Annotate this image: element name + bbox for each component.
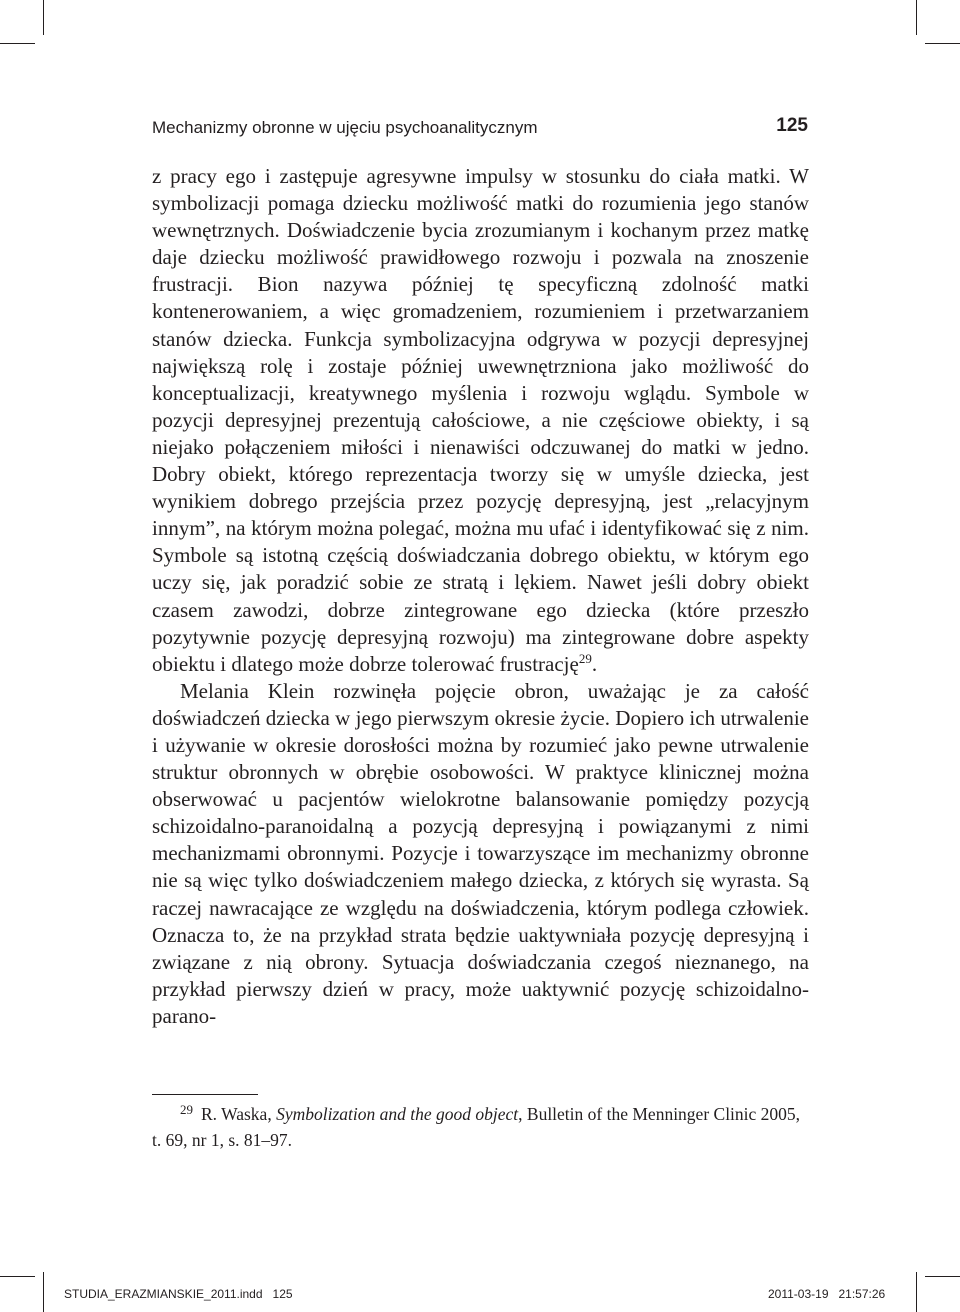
footnote-rule [152,1094,258,1095]
running-head-title: Mechanizmy obronne w ujęciu psychoanalitycznym [152,118,538,137]
crop-mark-top-right [916,0,917,35]
footnote-text-before: R. Waska, [201,1104,277,1124]
footnote-title: Symbolization and the good object [276,1104,519,1124]
crop-mark-bottom-right-h [925,1276,960,1277]
crop-mark-top-left [43,0,44,35]
footnote [152,1101,809,1153]
footnote-ref-29: 29 [578,650,592,666]
body-text [152,163,809,1030]
slug-timestamp: 2011-03-19 21:57:26 [768,1287,886,1301]
paragraph-1-text: z pracy ego i zastępuje agresywne impulsy w stosunku do ciała matki. W symbolizacji pomaga dziecku możliwość matki do rozumienia jego stanów wewnętrznych. Doświadczenie bycia zrozumianym i kochanym przez matkę daje dziecku możliwość prawidłowego rozwoju i pozwala na znoszenie frustracji. Bion nazywa później tę specyficzną zdolność matki kontenerowaniem, a więc gromadzeniem, rozumieniem i przetwarzaniem stanów dziecka. Funkcja symbolizacyjna odgrywa w pozycji depresyjnej największą rolę i zostaje później uwewnętrzniona jako możliwość do konceptualizacji, kreatywnego myślenia i rozwoju wglądu. Symbole w pozycji depresyjnej prezentują całościowe, a nie częściowe obiekty, i są niejako połączeniem miłości i nienawiści odczuwanej do matki w jedno. Dobry obiekt, którego reprezentacja tworzy się w umyśle dziecka, jest wynikiem dobrego przejścia przez pozycję depresyjną, jest „relacyjnym innym”, na którym można polegać, można mu ufać i identyfikować się z nim. Symbole są istotną częścią doświadczania dobrego obiektu, w którym ego uczy się, jak poradzić sobie ze stratą i lękiem. Nawet jeśli dobry obiekt czasem zawodzi, dobrze zintegrowane ego dziecka (które przeszło pozytywnie pozycję depresyjną rozwoju) ma zintegrowane dobre aspekty obiektu i dlatego może dobrze tolerować frustrację [152,164,809,676]
running-head [152,114,808,142]
crop-mark-top-right-h [925,43,960,44]
paragraph-2: Melania Klein rozwinęła pojęcie obron, uważając je za całość doświadczeń dziecka w jego pierwszym okresie życie. Dopiero ich utrwalenie i używanie w okresie dorosłości można by rozumieć jako pewne utrwalenie struktur obronnych w obrębie osobowości. W praktyce klinicznej można obserwować u pacjentów wielokrotne balansowanie pomiędzy pozycją schizoidalno-paranoidalną a pozycją depresyjną i powiązanymi z nimi mechanizmami obronnymi. Pozycje i towarzyszące im mechanizmy obronne nie są więc tylko doświadczeniem małego dziecka, z których się wyrasta. Są raczej nawracające ze względu na doświadczenia, którym podlega człowiek. Oznacza to, że na przykład strata będzie uaktywniała pozycję depresyjną i związane z nią obrony. Sytuacja doświadczania czegoś nieznanego, na przykład pierwszy dzień w pracy, może uaktywnić pozycję schizoidalno-parano- [152,678,809,1028]
crop-mark-bottom-right [916,1272,917,1312]
paragraph-1-end: . [591,651,598,676]
page-number: 125 [776,115,808,136]
paragraph-1 [152,163,809,678]
crop-mark-top-left-h [0,43,35,44]
crop-mark-bottom-left [43,1272,44,1312]
footnote-number: 29 [180,1102,193,1117]
crop-mark-bottom-left-h [0,1276,35,1277]
footnote-text-after: , Bulletin of the Menninger Clinic 2005, t. 69, nr 1, s. 81–97. [152,1104,801,1150]
slug-file: STUDIA_ERAZMIANSKIE_2011.indd 125 [64,1287,293,1301]
